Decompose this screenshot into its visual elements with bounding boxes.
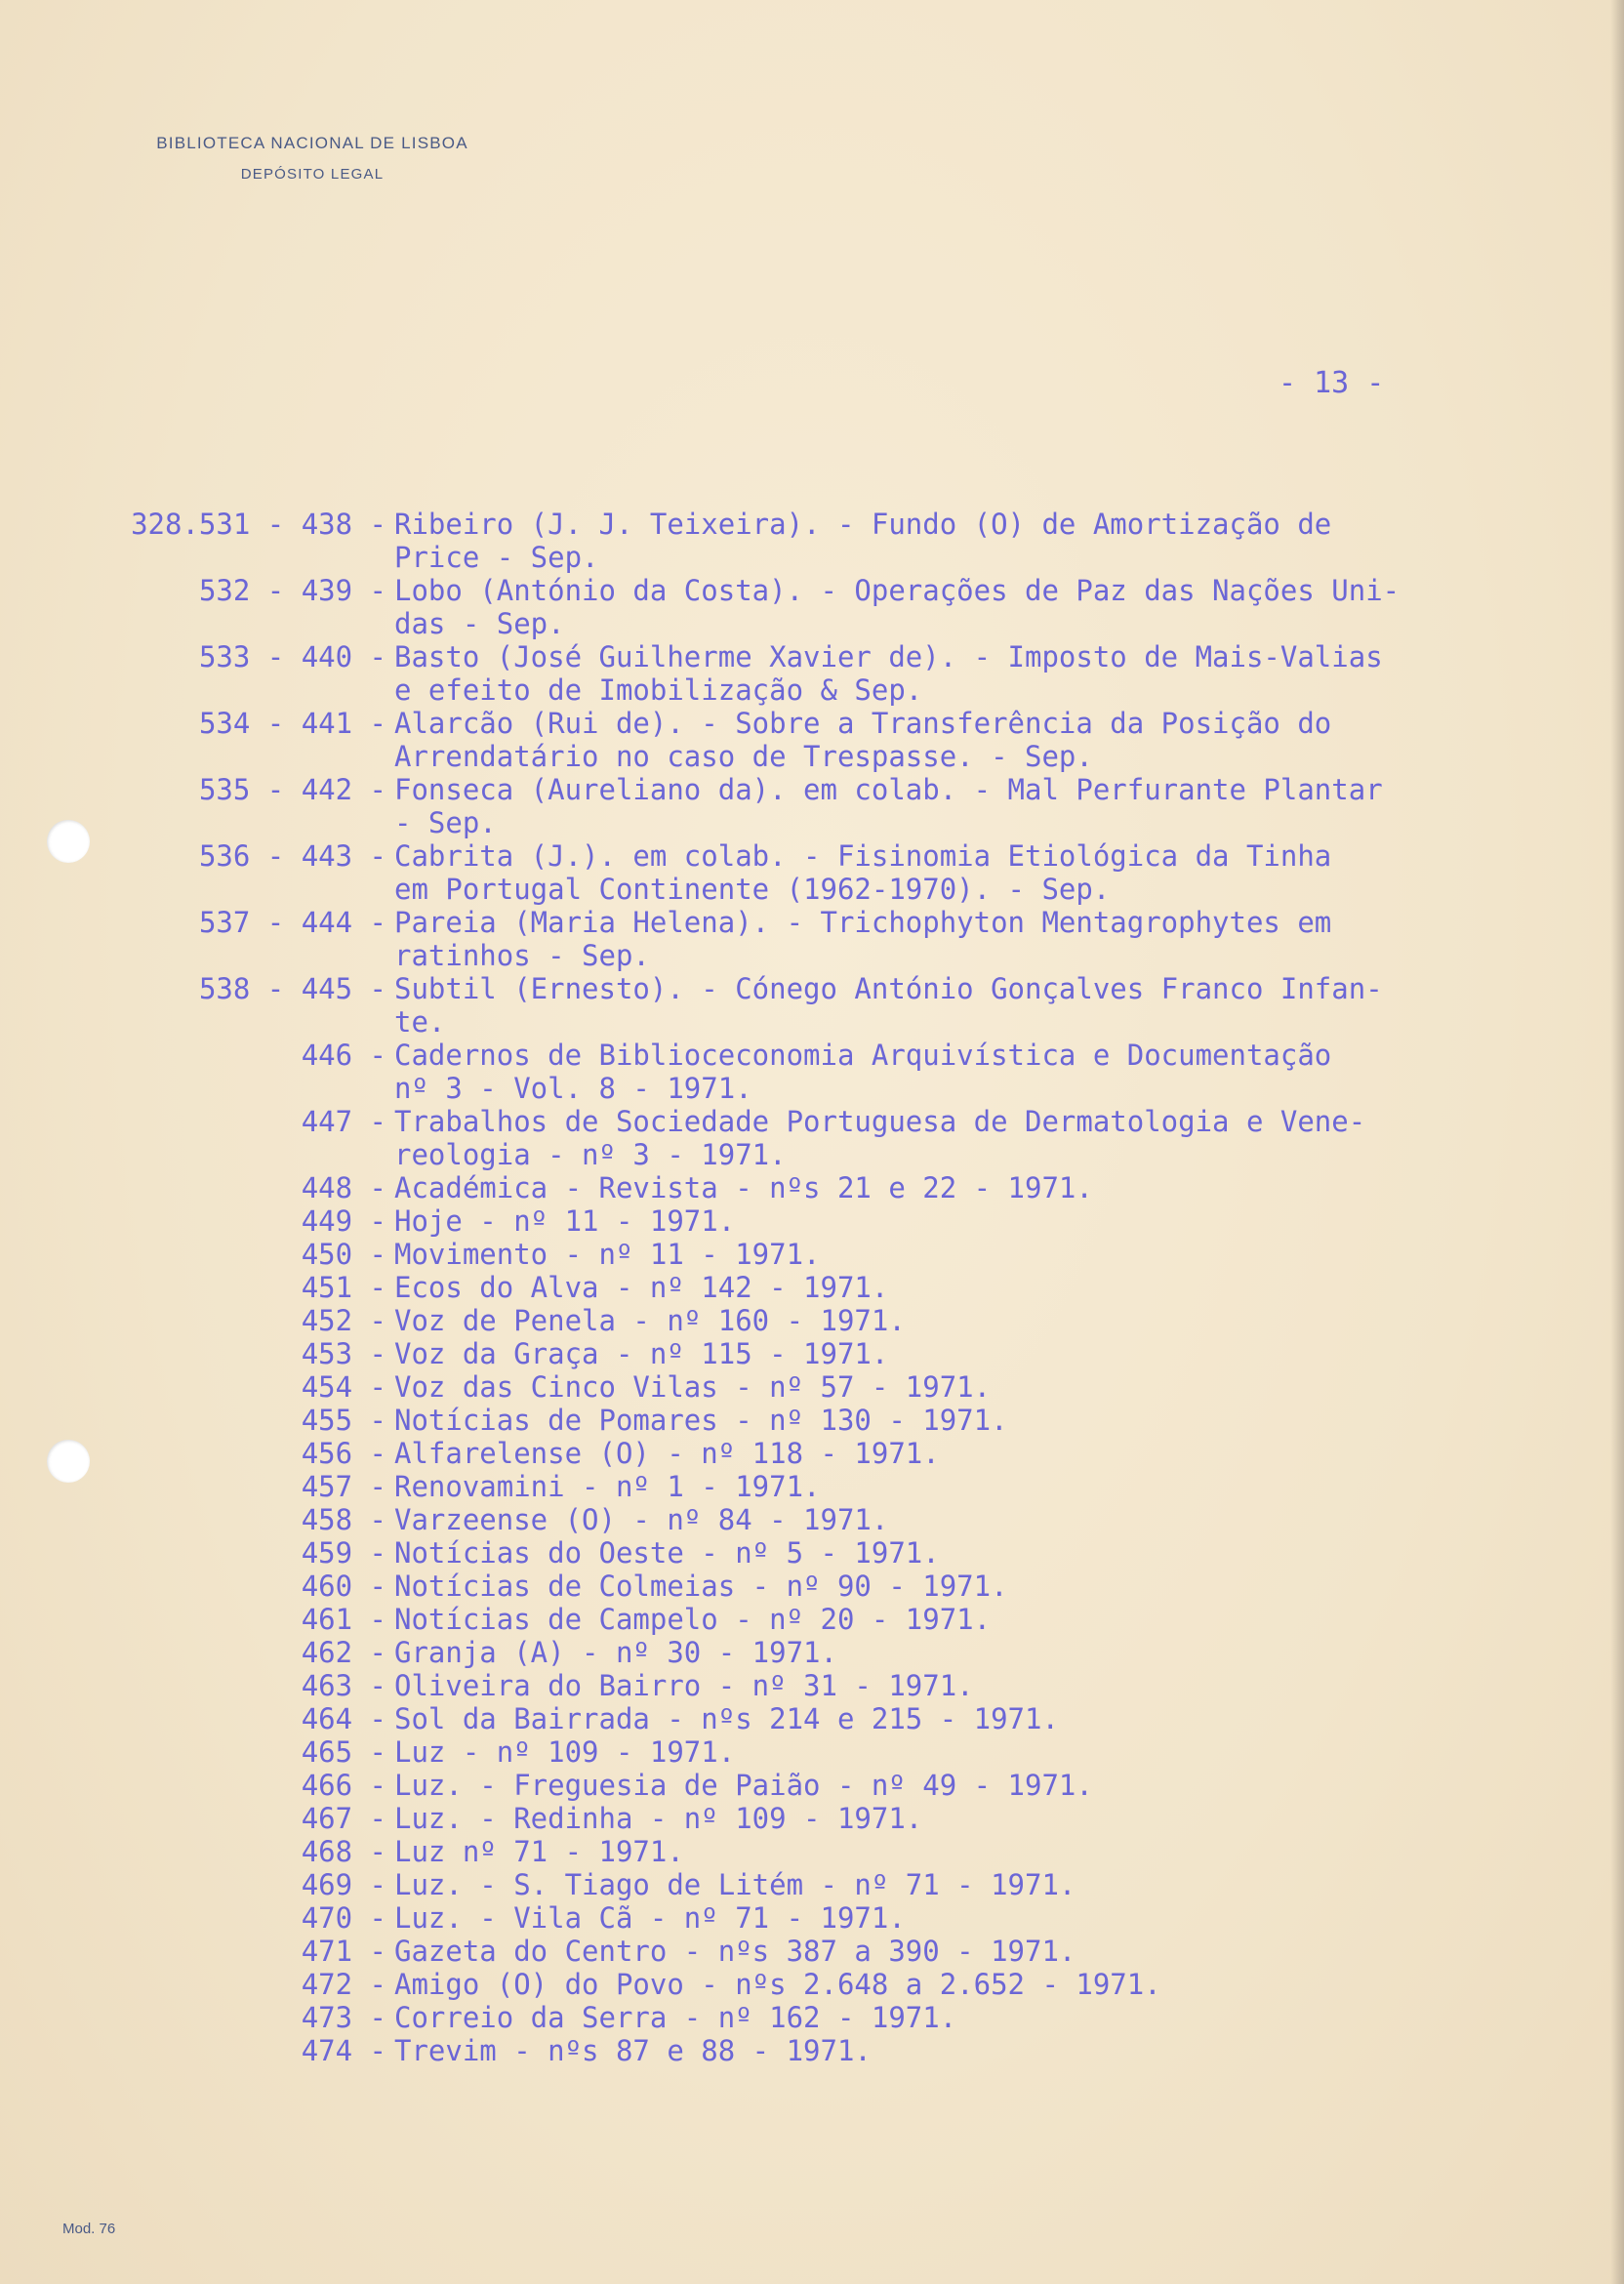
department-header: DEPÓSITO LEGAL [240,166,385,183]
entry-number: 472 - [301,1968,386,2001]
entry-line: Sol da Bairrada - nºs 214 e 215 - 1971. [394,1702,1059,1735]
entry-number: 536 - 443 - [198,839,386,873]
list-item [88,1702,1571,1735]
page-edge-shadow [1610,0,1624,2284]
list-item [88,1570,1571,1603]
entry-line: Amigo (O) do Povo - nºs 2.648 a 2.652 - 1971. [394,1968,1161,2001]
list-item [88,2034,1571,2067]
entry-number: 467 - [301,1802,386,1835]
entry-line: Hoje - nº 11 - 1971. [394,1204,736,1238]
list-item [88,1171,1571,1204]
list-item [88,574,1571,640]
form-code: Mod. 76 [62,2221,116,2237]
entry-description [394,1536,1571,1570]
entry-line: Alfarelense (O) - nº 118 - 1971. [394,1437,940,1470]
entry-number: 537 - 444 - [198,906,386,939]
entry-description [394,1370,1571,1404]
punch-hole-upper [47,820,90,863]
list-item [88,508,1571,574]
entry-line: Arrendatário no caso de Trespasse. - Sep. [394,740,1093,773]
entry-line: Gazeta do Centro - nºs 387 a 390 - 1971. [394,1935,1076,1968]
entry-number: 538 - 445 - [198,972,386,1005]
entry-line: Movimento - nº 11 - 1971. [394,1238,821,1271]
entry-description [394,640,1571,707]
list-item [88,972,1571,1039]
entry-line: Lobo (António da Costa). - Operações de Paz das Nações Uni- [394,574,1401,607]
entry-line: - Sep. [394,806,497,839]
entry-line: Correio da Serra - nº 162 - 1971. [394,2001,957,2034]
entry-number: 532 - 439 - [198,574,386,607]
entry-description [394,773,1571,839]
list-item [88,1337,1571,1370]
entry-description [394,1039,1571,1105]
entry-line: Ecos do Alva - nº 142 - 1971. [394,1271,889,1304]
entry-number: 466 - [301,1769,386,1802]
entry-line: Pareia (Maria Helena). - Trichophyton Mentagrophytes em [394,906,1332,939]
entry-description [394,1968,1571,2001]
entry-number: 447 - [301,1105,386,1138]
entry-line: Notícias de Pomares - nº 130 - 1971. [394,1404,1008,1437]
entry-number: 468 - [301,1835,386,1868]
entry-number: 471 - [301,1935,386,1968]
entry-line: Luz - nº 109 - 1971. [394,1735,736,1769]
entry-description [394,972,1571,1039]
entry-description [394,1337,1571,1370]
entry-description [394,1636,1571,1669]
list-item [88,1603,1571,1636]
entry-number: 452 - [301,1304,386,1337]
entry-description [394,1603,1571,1636]
entry-line: Cabrita (J.). em colab. - Fisinomia Etiológica da Tinha [394,839,1332,873]
list-item [88,1204,1571,1238]
list-item [88,1105,1571,1171]
punch-hole-lower [47,1440,90,1483]
entry-number: 328.531 - 438 - [131,508,386,541]
entry-line: Notícias de Campelo - nº 20 - 1971. [394,1603,992,1636]
list-item [88,1636,1571,1669]
entry-description [394,906,1571,972]
page-number: - 13 - [1279,366,1385,400]
entry-line: Luz nº 71 - 1971. [394,1835,684,1868]
entry-line: Académica - Revista - nºs 21 e 22 - 1971. [394,1171,1093,1204]
list-item [88,1503,1571,1536]
entry-description [394,574,1571,640]
list-item [88,640,1571,707]
entry-description [394,1204,1571,1238]
entry-number: 455 - [301,1404,386,1437]
entry-line: Luz. - S. Tiago de Litém - nº 71 - 1971. [394,1868,1076,1901]
entry-line: em Portugal Continente (1962-1970). - Sep. [394,873,1111,906]
entry-description [394,1835,1571,1868]
list-item [88,839,1571,906]
entry-line: Notícias de Colmeias - nº 90 - 1971. [394,1570,1008,1603]
entry-description [394,1304,1571,1337]
entry-description [394,707,1571,773]
entry-description [394,1437,1571,1470]
entry-number: 470 - [301,1901,386,1935]
entry-number: 463 - [301,1669,386,1702]
entry-number: 450 - [301,1238,386,1271]
entry-number: 462 - [301,1636,386,1669]
institution-header: BIBLIOTECA NACIONAL DE LISBOA [156,134,468,152]
entry-number: 534 - 441 - [198,707,386,740]
entry-line: Luz. - Vila Cã - nº 71 - 1971. [394,1901,906,1935]
entry-line: Cadernos de Biblioceconomia Arquivística e Documentação [394,1039,1332,1072]
entry-description [394,1735,1571,1769]
entry-line: Price - Sep. [394,541,599,574]
entry-number: 535 - 442 - [198,773,386,806]
entry-description [394,1171,1571,1204]
entry-line: Basto (José Guilherme Xavier de). - Imposto de Mais-Valias [394,640,1383,673]
list-item [88,1304,1571,1337]
entry-line: Varzeense (O) - nº 84 - 1971. [394,1503,889,1536]
entry-number: 465 - [301,1735,386,1769]
list-item [88,1868,1571,1901]
list-item [88,1536,1571,1570]
entry-line: Trevim - nºs 87 e 88 - 1971. [394,2034,872,2067]
entry-line: Voz de Penela - nº 160 - 1971. [394,1304,906,1337]
list-item [88,1370,1571,1404]
entry-description [394,839,1571,906]
entry-line: Voz das Cinco Vilas - nº 57 - 1971. [394,1370,992,1404]
entry-line: Oliveira do Bairro - nº 31 - 1971. [394,1669,974,1702]
list-item [88,1238,1571,1271]
entry-line: Luz. - Freguesia de Paião - nº 49 - 1971. [394,1769,1093,1802]
entry-line: nº 3 - Vol. 8 - 1971. [394,1072,752,1105]
entry-line: das - Sep. [394,607,565,640]
entry-number: 454 - [301,1370,386,1404]
list-item [88,1835,1571,1868]
entry-description [394,1271,1571,1304]
entry-description [394,1470,1571,1503]
entry-description [394,1570,1571,1603]
entry-line: Luz. - Redinha - nº 109 - 1971. [394,1802,923,1835]
entry-description [394,1238,1571,1271]
entry-description [394,1802,1571,1835]
entry-number: 469 - [301,1868,386,1901]
entry-description [394,1868,1571,1901]
entry-line: e efeito de Imobilização & Sep. [394,673,923,707]
entry-number: 448 - [301,1171,386,1204]
entry-description [394,1702,1571,1735]
entry-description [394,1769,1571,1802]
list-item [88,1271,1571,1304]
entry-line: reologia - nº 3 - 1971. [394,1138,787,1171]
list-item [88,906,1571,972]
entry-line: Alarcão (Rui de). - Sobre a Transferência da Posição do [394,707,1332,740]
entry-number: 456 - [301,1437,386,1470]
entry-description [394,1901,1571,1935]
entry-description [394,1503,1571,1536]
entry-line: Trabalhos de Sociedade Portuguesa de Dermatologia e Vene- [394,1105,1366,1138]
entry-line: Ribeiro (J. J. Teixeira). - Fundo (O) de Amortização de [394,508,1332,541]
list-item [88,1769,1571,1802]
entry-number: 474 - [301,2034,386,2067]
entry-line: Subtil (Ernesto). - Cónego António Gonçalves Franco Infan- [394,972,1383,1005]
entry-number: 457 - [301,1470,386,1503]
list-item [88,1039,1571,1105]
list-item [88,1802,1571,1835]
entry-number: 461 - [301,1603,386,1636]
entry-number: 533 - 440 - [198,640,386,673]
list-item [88,1735,1571,1769]
entry-description [394,1669,1571,1702]
entry-number: 449 - [301,1204,386,1238]
list-item [88,1437,1571,1470]
entry-number: 453 - [301,1337,386,1370]
list-item [88,1968,1571,2001]
entry-line: Granja (A) - nº 30 - 1971. [394,1636,837,1669]
entry-line: Fonseca (Aureliano da). em colab. - Mal Perfurante Plantar [394,773,1383,806]
list-item [88,1669,1571,1702]
entry-description [394,508,1571,574]
list-item [88,1404,1571,1437]
entry-line: Notícias do Oeste - nº 5 - 1971. [394,1536,940,1570]
list-item [88,1470,1571,1503]
entry-line: ratinhos - Sep. [394,939,650,972]
entry-description [394,1105,1571,1171]
entry-description [394,2001,1571,2034]
entry-number: 464 - [301,1702,386,1735]
entry-number: 460 - [301,1570,386,1603]
entry-number: 473 - [301,2001,386,2034]
list-item [88,707,1571,773]
list-item [88,2001,1571,2034]
entry-description [394,2034,1571,2067]
list-item [88,1901,1571,1935]
entry-description [394,1935,1571,1968]
entry-line: te. [394,1005,446,1039]
list-item [88,1935,1571,1968]
entry-description [394,1404,1571,1437]
entry-number: 446 - [301,1039,386,1072]
entry-line: Renovamini - nº 1 - 1971. [394,1470,821,1503]
entries-list [88,508,1571,2067]
entry-line: Voz da Graça - nº 115 - 1971. [394,1337,889,1370]
list-item [88,773,1571,839]
entry-number: 451 - [301,1271,386,1304]
entry-number: 458 - [301,1503,386,1536]
entry-number: 459 - [301,1536,386,1570]
